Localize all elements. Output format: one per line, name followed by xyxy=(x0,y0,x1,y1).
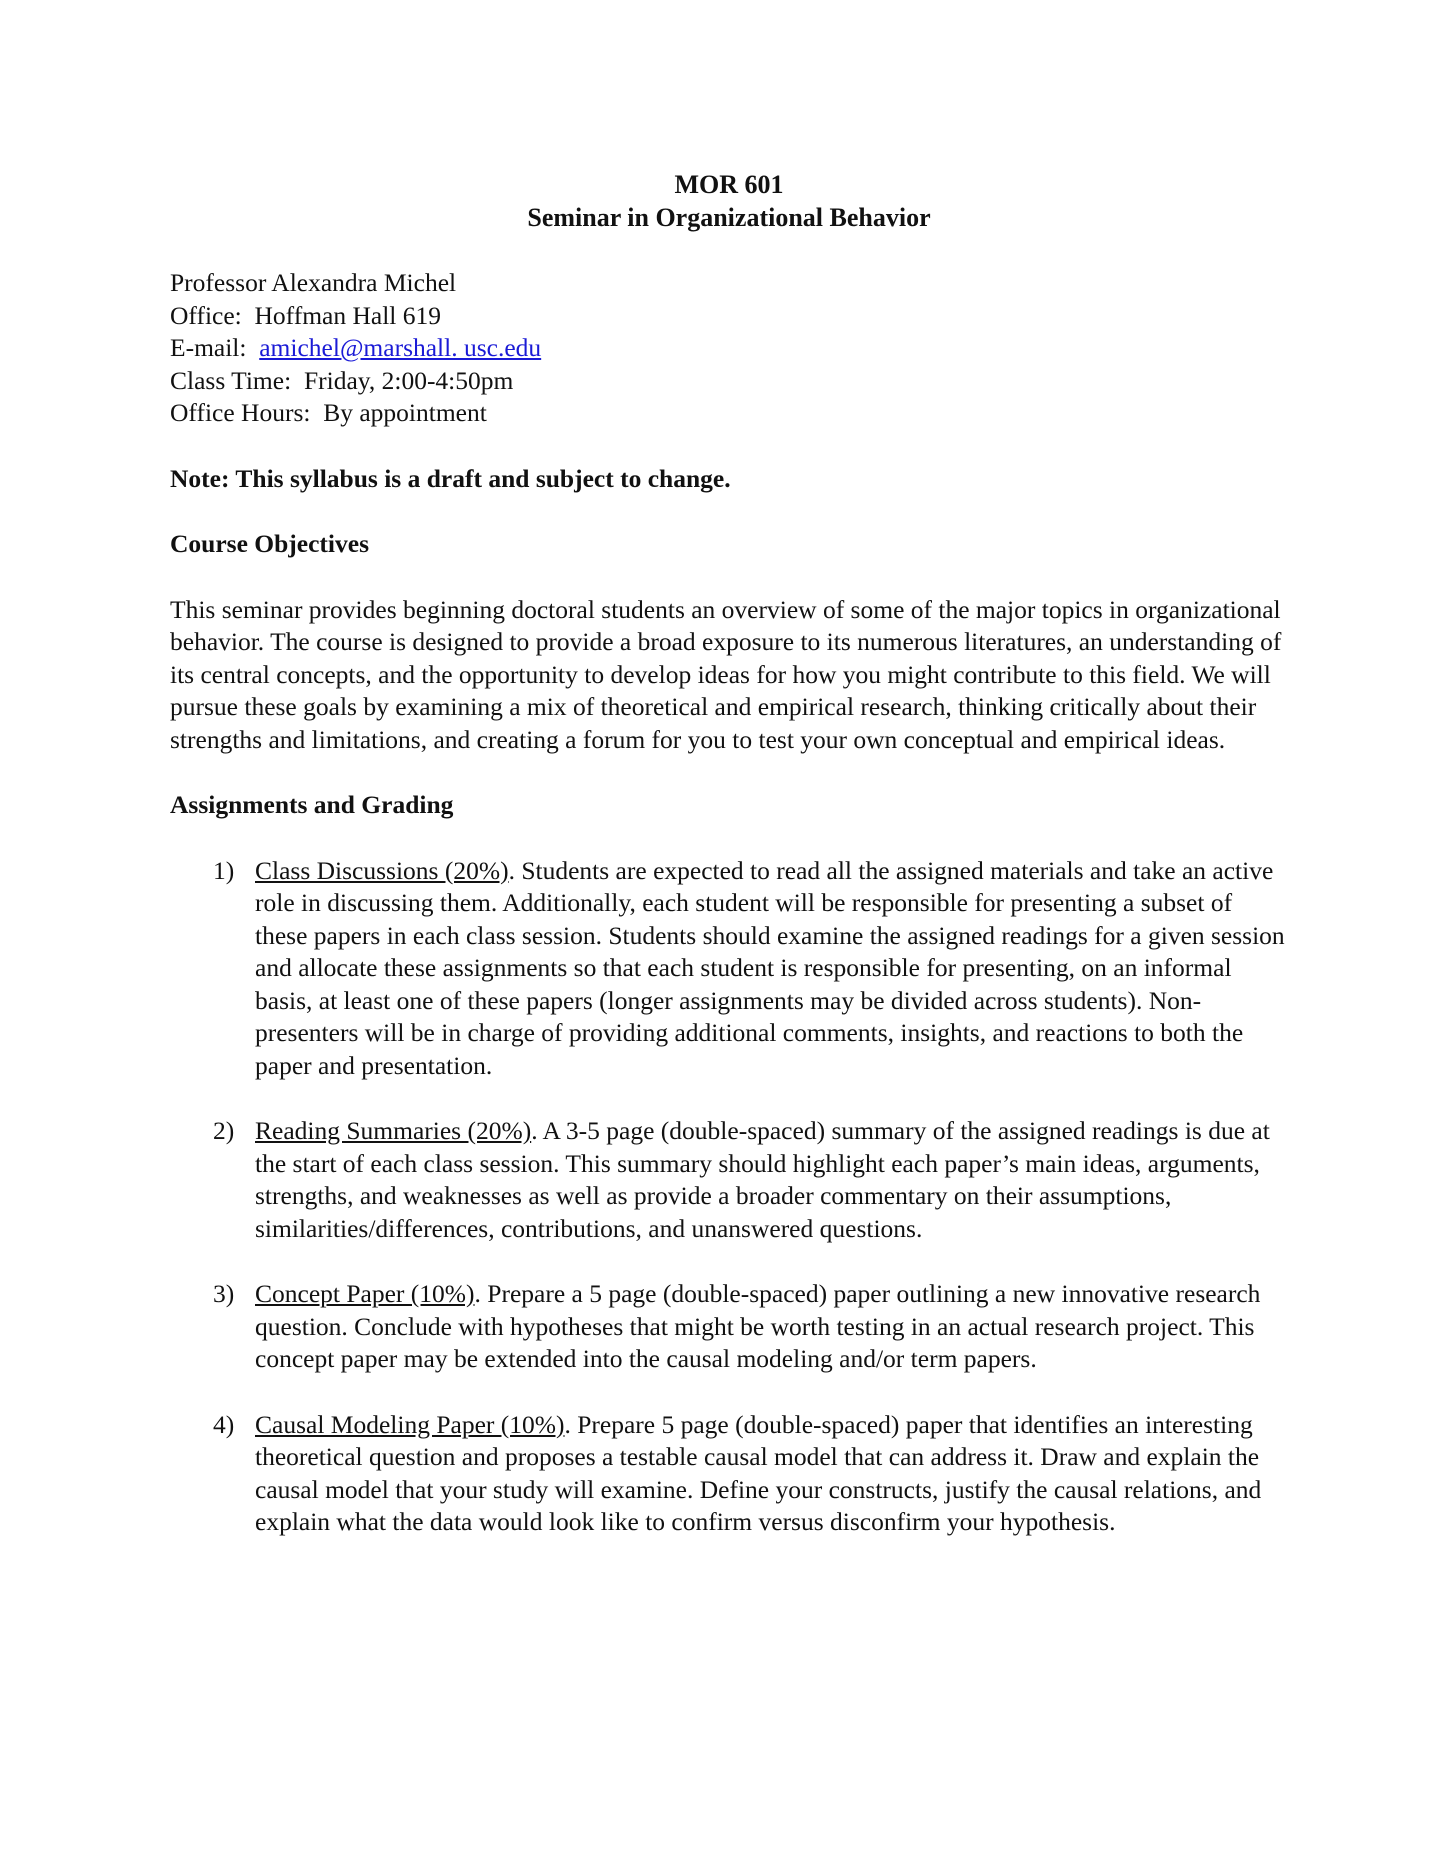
syllabus-page xyxy=(170,168,1288,1572)
list-item xyxy=(170,1278,1290,1376)
class-time-value: Friday, 2:00-4:50pm xyxy=(303,365,514,395)
item-title: Reading Summaries (20%) xyxy=(255,1116,532,1145)
item-title: Concept Paper (10%) xyxy=(255,1279,475,1308)
email-link[interactable]: amichel@marshall. usc.edu xyxy=(259,333,542,362)
item-number: 3) xyxy=(213,1279,235,1308)
draft-note: Note: This syllabus is a draft and subject to change. xyxy=(170,463,731,493)
office-hours-label: Office Hours: xyxy=(170,398,311,427)
course-code: MOR 601 xyxy=(674,170,784,199)
email-line xyxy=(170,332,1288,365)
professor-name: Professor Alexandra Michel xyxy=(170,268,457,297)
objectives-paragraph: This seminar provides beginning doctoral students an overview of some of the major topics in organizational behavior. The course is designed to provide a broad exposure to its numerous literatures, an understanding of its central concepts, and the opportunity to develop ideas for how you might contribute to this field. We will pursue these goals by examining a mix of theoretical and empirical research, thinking critically about their strengths and limitations, and creating a forum for you to test your own conceptual and empirical ideas. xyxy=(170,594,1282,754)
item-number: 2) xyxy=(213,1116,235,1145)
course-title: Seminar in Organizational Behavior xyxy=(527,203,931,232)
item-text: . A 3-5 page (double-spaced) summary of the assigned readings is due at the start of each class session. This summary should highlight each paper’s main ideas, arguments, strengths, and weaknesses as well as provide a broader commentary on their assumptions, similarities/differences, contributions, and unanswered questions. xyxy=(255,1116,1270,1243)
objectives-heading: Course Objectives xyxy=(170,529,369,558)
assignments-list xyxy=(170,855,1288,1539)
item-number: 1) xyxy=(213,855,235,885)
item-text: . Students are expected to read all the assigned materials and take an active role in discussing them. Additionally, each student will be responsible for presenting a subset of these papers in each class session. Students should examine the assigned readings for a given session and allocate these assignments so that each student is responsible for presenting, on an informal basis, at least one of these papers (longer assignments may be divided across students). Non-presenters will be in charge of providing additional comments, insights, and reactions to both the paper and presentation. xyxy=(255,855,1285,1080)
instructor-info xyxy=(170,267,1288,430)
office-value: Hoffman Hall 619 xyxy=(254,300,441,330)
office-line xyxy=(170,300,1288,333)
list-item xyxy=(170,1115,1290,1245)
list-item xyxy=(170,1409,1290,1539)
office-hours-line xyxy=(170,397,1288,430)
assignments-heading: Assignments and Grading xyxy=(170,790,454,819)
office-label: Office: xyxy=(170,300,242,330)
title-block xyxy=(170,168,1288,234)
item-title: Class Discussions (20%) xyxy=(255,855,509,885)
office-hours-value: By appointment xyxy=(323,398,487,427)
class-time-line xyxy=(170,365,1288,398)
list-item xyxy=(170,855,1290,1083)
class-time-label: Class Time: xyxy=(170,365,292,395)
item-title: Causal Modeling Paper (10%) xyxy=(255,1409,565,1439)
item-text: . Prepare a 5 page (double-spaced) paper outlining a new innovative research question. Conclude with hypotheses that might be worth testing in an actual research project. This concept paper may be extended into the causal modeling and/or term papers. xyxy=(255,1279,1261,1373)
item-number: 4) xyxy=(213,1409,235,1439)
email-label: E-mail: xyxy=(170,333,247,362)
item-text: . Prepare 5 page (double-spaced) paper that identifies an interesting theoretical question and proposes a testable causal model that can address it. Draw and explain the causal model that your study will examine. Define your constructs, justify the causal relations, and explain what the data would look like to confirm versus disconfirm your hypothesis. xyxy=(255,1409,1262,1536)
